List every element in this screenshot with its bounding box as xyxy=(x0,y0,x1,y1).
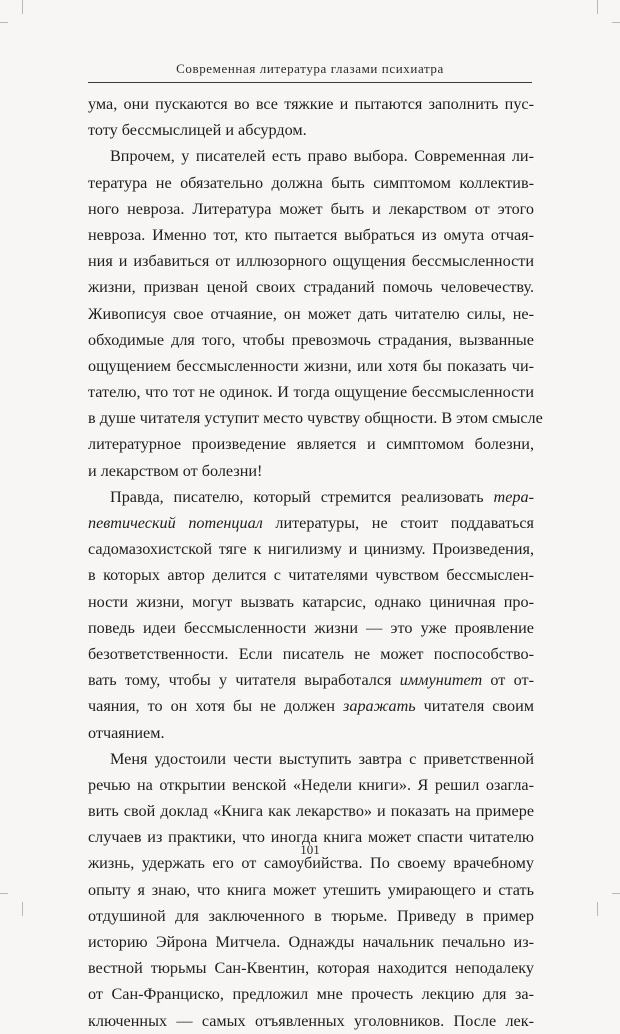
text-line xyxy=(88,929,534,955)
text-line xyxy=(88,772,534,798)
text-line xyxy=(88,327,534,353)
text-line xyxy=(88,274,534,300)
text-line xyxy=(88,222,534,248)
text-run: от от- xyxy=(482,671,534,690)
text-run: поведь идеи бессмысленности жизни — это уже проявление xyxy=(88,618,534,637)
text-run: ума, они пускаются во все тяжкие и пытаются заполнить пус- xyxy=(88,95,534,113)
text-run: ного невроза. Литература может быть и лекарством от этого xyxy=(88,199,534,218)
text-run: вать тому, чтобы у читателя выработался xyxy=(88,671,400,690)
text-line xyxy=(88,746,534,772)
text-line xyxy=(88,798,534,824)
text-run: в душе читателя уступит место чувству общности. В этом смысле xyxy=(88,409,543,428)
text-run: вестной тюрьмы Сан-Квентин, которая находится неподалеку xyxy=(88,959,534,978)
text-line xyxy=(88,981,534,1007)
text-line xyxy=(88,877,534,903)
text-run: случаев из практики, что иногда книга может спасти читателю xyxy=(88,828,534,847)
text-line xyxy=(88,353,534,379)
text-run: ния и избавиться от иллюзорного ощущения бессмысленности xyxy=(88,252,534,271)
text-line xyxy=(88,1008,534,1034)
text-run: читателя своим xyxy=(415,697,535,716)
text-run: в которых автор делится с читателями чувством бессмыслен- xyxy=(88,566,534,585)
emphasis-text: тера- xyxy=(493,487,534,506)
crop-mark-bottom-left-h xyxy=(0,893,8,894)
text-run: садомазохистской тяге к нигилизму и цинизму. Произведения, xyxy=(88,540,534,559)
text-run: Впрочем, у писателей есть право выбора. Современная ли- xyxy=(110,147,534,166)
text-run: ности жизни, могут вызвать катарсис, однако циничная про- xyxy=(88,592,534,611)
text-run: ключенных — самых отъявленных уголовников. После лек- xyxy=(88,1011,534,1030)
text-run: Меня удостоили чести выступить завтра с приветственной xyxy=(110,749,534,768)
text-run: жизни, призван ценой своих страданий помочь человечеству. xyxy=(88,278,534,297)
text-run: обходимые для того, чтобы превозмочь страдания, вызванные xyxy=(88,330,534,349)
text-run: опыту я знаю, что книга может утешить умирающего и стать xyxy=(88,880,534,899)
text-run: литературное произведение является и симптомом болезни, xyxy=(88,435,534,454)
text-line xyxy=(88,91,534,117)
crop-mark-top-left xyxy=(22,0,23,14)
emphasis-text: заражать xyxy=(343,697,416,716)
text-run: отчаянием. xyxy=(88,723,165,742)
text-line xyxy=(88,589,534,615)
emphasis-text: иммунитет xyxy=(399,671,483,690)
body-text xyxy=(88,91,543,1034)
text-line xyxy=(88,196,534,222)
text-line xyxy=(88,510,534,536)
text-line xyxy=(88,143,534,169)
text-line xyxy=(88,641,534,667)
text-run: речью на открытии венской «Недели книги». Я решил озагла- xyxy=(88,775,534,794)
text-run: Правда, писателю, который стремится реализовать xyxy=(110,487,494,506)
crop-mark-bottom-left xyxy=(22,902,23,916)
text-line xyxy=(88,720,534,746)
crop-mark-top-right xyxy=(597,0,598,14)
text-run: тателю, что тот не одинок. И тогда ощущение бессмысленности xyxy=(88,383,534,402)
text-line xyxy=(88,484,534,510)
text-run: ощущением бессмысленности жизни, или хотя бы показать чи- xyxy=(88,356,534,375)
text-line xyxy=(88,301,534,327)
crop-mark-top-left-h xyxy=(0,22,8,23)
text-line xyxy=(88,458,534,484)
text-run: жизнь, удержать его от самоубийства. По своему врачебному xyxy=(88,854,534,873)
text-run: историю Эйрона Митчела. Однажды начальник печально из- xyxy=(88,933,534,951)
text-run: тература не обязательно должна быть симптомом коллектив- xyxy=(88,173,534,192)
text-line xyxy=(88,955,534,981)
text-run: от Сан-Франциско, предложил мне прочесть лекцию для за- xyxy=(88,985,534,1004)
text-line xyxy=(88,562,534,588)
text-run: безответственности. Если писатель не может поспособство- xyxy=(88,644,534,663)
text-run: невроза. Именно тот, кто пытается выбраться из омута отчая- xyxy=(88,225,534,244)
text-line xyxy=(88,667,534,693)
crop-mark-bottom-right xyxy=(597,902,598,916)
running-header: Современная литература глазами психиатра xyxy=(176,61,444,76)
header-rule xyxy=(88,82,532,83)
text-line xyxy=(88,536,534,562)
text-line xyxy=(88,248,534,274)
text-line xyxy=(88,431,534,457)
page-number: 101 xyxy=(300,842,320,857)
text-line xyxy=(88,405,543,431)
emphasis-text: певтический потенциал xyxy=(88,514,263,532)
text-run: чаяния, то он хотя бы не должен xyxy=(88,697,344,716)
crop-mark-bottom-right-h xyxy=(612,893,620,894)
text-line xyxy=(88,615,534,641)
text-run: литературы, не стоит поддаваться xyxy=(262,514,534,532)
text-run: тоту бессмыслицей и абсурдом. xyxy=(88,121,307,140)
text-run: вить свой доклад «Книга как лекарство» и показать на примере xyxy=(88,802,534,821)
text-run: Живописуя свое отчаяние, он может дать читателю силы, не- xyxy=(88,304,534,323)
text-line xyxy=(88,693,534,719)
text-run: отдушиной для заключенного в тюрьме. Приведу в пример xyxy=(88,906,534,925)
crop-mark-top-right-h xyxy=(612,22,620,23)
text-line xyxy=(88,117,534,143)
text-line xyxy=(88,379,534,405)
text-run: и лекарством от болезни! xyxy=(88,461,263,480)
text-line xyxy=(88,170,534,196)
